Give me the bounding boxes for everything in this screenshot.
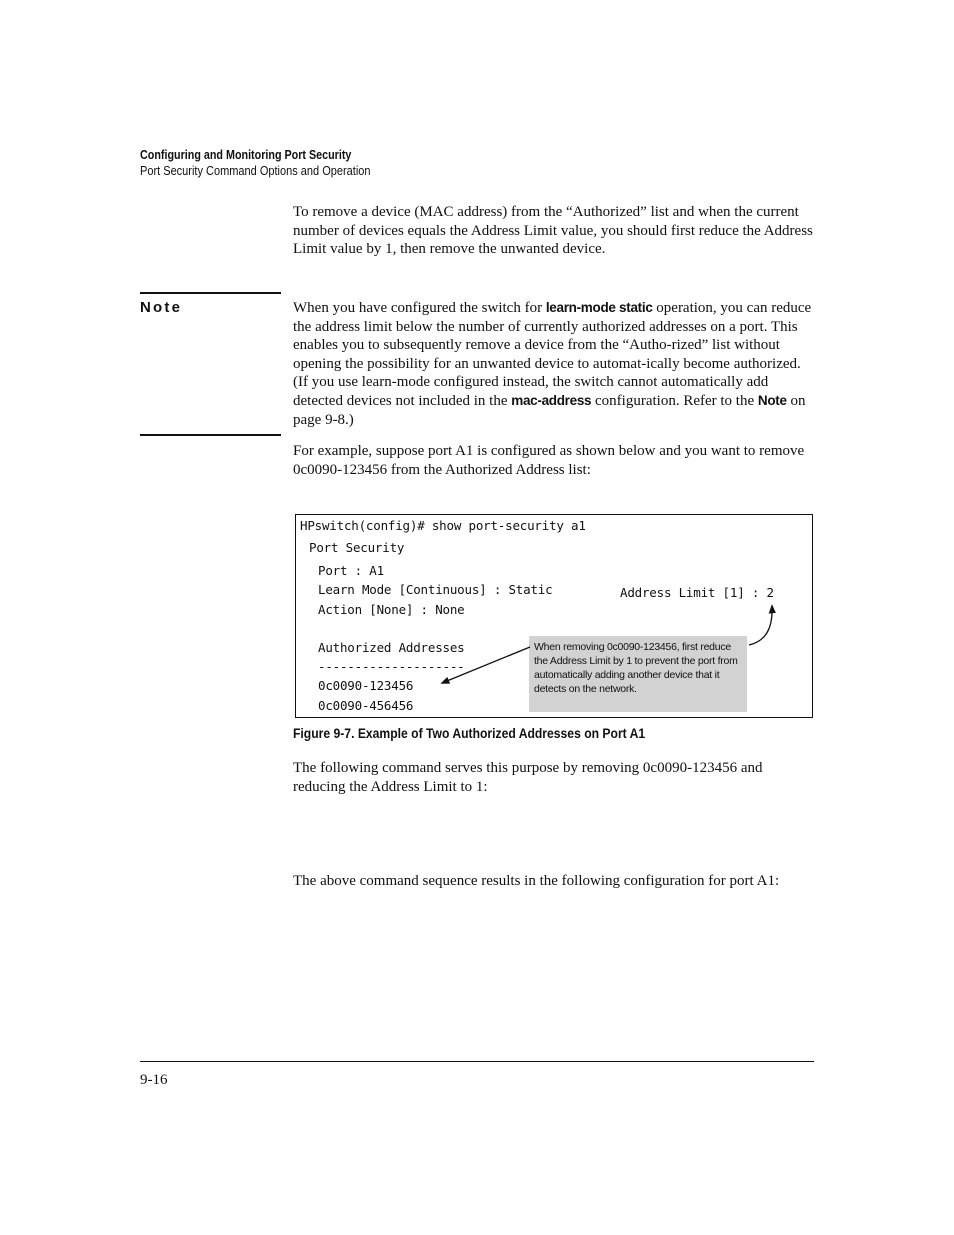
note-text-2: operation, you can reduce the address limit below the number of currently authorized addresses on a port. This enables you to subsequently remove a device from the “Autho-rized” list without opening the possibility for an unwanted device to automat-ically become authorized. (If you use learn-mode configured instead, the switch cannot automatically add detected devices not included in the (293, 300, 812, 409)
page-number: 9-16 (140, 1072, 168, 1088)
cli-port-line: Port : A1 (318, 563, 384, 578)
section-title: Port Security Command Options and Operation (140, 164, 371, 178)
intro-paragraph: To remove a device (MAC address) from the “Authorized” list and when the current number of devices equals the Address Limit value, you should first reduce the Address Limit value by 1, then remove the unwanted device. (293, 204, 813, 258)
command-paragraph: The following command serves this purpose by removing 0c0090-123456 and reducing the Address Limit to 1: (293, 760, 763, 795)
note-text-4: on page 9-8.) (293, 392, 806, 428)
arrow-to-address (442, 647, 530, 683)
note-bold-mac-address: mac-address (511, 392, 592, 408)
note-bold-note: Note (757, 392, 787, 408)
note-bold-learn-mode: learn-mode static (545, 300, 653, 315)
chapter-title: Configuring and Monitoring Port Security (140, 148, 352, 162)
cli-port-security-title: Port Security (309, 540, 405, 555)
cli-address-limit-line: Address Limit [1] : 2 (620, 585, 774, 600)
cli-address-2: 0c0090-456456 (318, 698, 414, 713)
footer-rule (140, 1061, 814, 1062)
cli-divider: -------------------- (318, 659, 465, 674)
cli-learn-mode-line: Learn Mode [Continuous] : Static (318, 582, 553, 597)
cli-action-line: Action [None] : None (318, 602, 465, 617)
cli-address-1: 0c0090-123456 (318, 678, 414, 693)
result-paragraph: The above command sequence results in the following configuration for port A1: (293, 873, 780, 889)
note-text-1: When you have configured the switch for (293, 300, 546, 316)
cli-authorized-header: Authorized Addresses (318, 640, 465, 655)
arrow-to-address-limit (749, 606, 772, 645)
figure-caption: Figure 9-7. Example of Two Authorized Addresses on Port A1 (293, 726, 646, 741)
note-label: Note (140, 299, 183, 316)
note-text-3: configuration. Refer to the (591, 392, 758, 409)
example-paragraph: For example, suppose port A1 is configured as shown below and you want to remove 0c0090-123456 from the Authorized Address list: (293, 443, 805, 478)
cli-command-line: HPswitch(config)# show port-security a1 (300, 518, 586, 533)
callout-text: When removing 0c0090-123456, first reduce the Address Limit by 1 to prevent the port from automatically adding another device that it detects on the network. (534, 641, 738, 695)
